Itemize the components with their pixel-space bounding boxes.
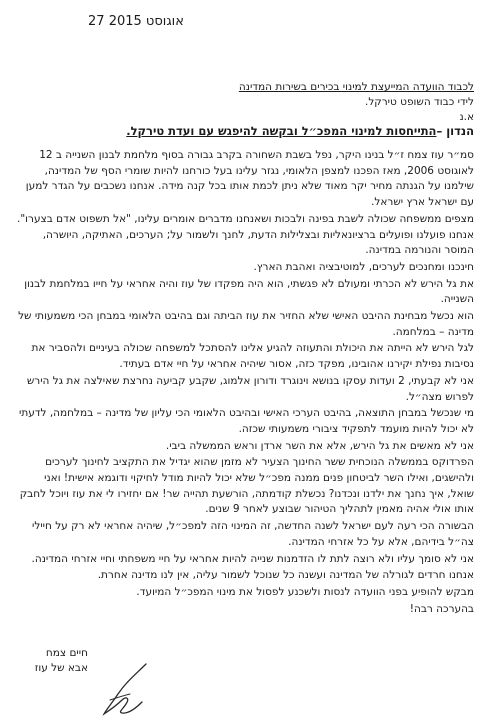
handwritten-signature xyxy=(96,660,154,718)
body-paragraph: חינכנו ומחנכים לערכים, למוטיבציה ואהבת הארץ. xyxy=(253,260,474,273)
signature-block xyxy=(8,646,88,676)
body-paragraph: אנחנו חרדים לגורלה של המדינה ועשנה כל שנוכל לשמור עליה, אין לנו מדינה אחרת. xyxy=(97,569,474,582)
body-paragraph: הוא נכשל מבחינת ההיבט האישי שלא החזיר את עוז הביתה וגם בהיבט הלאומי במבחן הכי משמעותי של מדינה – במלחמה. xyxy=(18,310,474,338)
letter-body xyxy=(16,148,474,618)
closing-line: בהערכה רבה! xyxy=(409,602,474,615)
subject-line xyxy=(34,124,474,138)
body-paragraph: לגל הירש לא הייתה את היכולת והתעוזה להגיע אלינו להסתכל למשפחה שכולה בעיניים ולהסביר את נסיבות נפילת יקירנו אהובינו, מפקד כזה, אסור שיהיה אחראי על חיי אדם בעתיד. xyxy=(31,342,474,371)
recipient-block xyxy=(34,80,474,125)
body-paragraph: מצפים ממשפחה שכולה לשבת בפינה ולבכות ושאנחנו מדברים אומרים עלינו, "אל תשפוט אדם בצערו". אנחנו פועלנו ופועלים ברציונאליות ובצלילות הדעת, לחנך ולשמור על; הערכים, האתיקה, היושרה, המוסר והנורמה במדינה. xyxy=(16,212,474,257)
date-gregorian: 27 אוגוסט 2015 xyxy=(88,14,184,29)
body-paragraph: הבשורה הכי רעה לעם ישראל לשנה החדשה, זה המינוי הזה למפכ״ל, שיהיה אחראי לא רק על חיילי צה״ל בידיהם, אלא על כל אזרחי המדינה. xyxy=(32,520,474,548)
recipient-line: לכבוד הוועדה המייעצת למינוי בכירים בשירות המדינה xyxy=(238,81,474,93)
signer-name: חיים צמח xyxy=(45,647,88,659)
body-paragraph: מי שנכשל במבחן התוצאה, בהיבט הערכי האישי ובהיבט הלאומי הכי עליון של מדינה – במלחמה, לדעתי לא יכול להיות מועמד לתפקיד ציבורי משמעותי שכזה. xyxy=(18,407,474,435)
body-paragraph: את גל הירש לא הכרתי ומעולם לא פגשתי, הוא היה מפקדו של עוז והיה אחראי על חייו במלחמת לבנון השנייה. xyxy=(24,277,474,306)
signer-role: אבא של עוז xyxy=(34,662,88,674)
subject-text: התייחסות למינוי המפכ״ל ובקשה להיפגש עם ועדת טירקל. xyxy=(126,124,437,138)
body-paragraph: הפרדוקס בממשלה הנוכחית ששר החינוך הצעיר לא מזמן שהוא יגדיל את התקציב לחינוך לערכים ולהישגים, ואילו השר לביטחון פנים ממנה מפכ״ל שלא יכול להיות מודל לחיקוי ודוגמא אישית! ואני שואל, איך נחנך את ילדנו ונכדנו? נכשלת קודמתה, הורשעת תהייה שר! אם יחזירו לי את עוז ויוכל לחבק אותו אולי אהיה מאמין לתהליך הטיהור שבוצע לאחר 9 שנים. xyxy=(19,456,474,516)
body-paragraph: מבקש להופיע בפני הוועדה לנסות ולשכנע לפסול את מינוי המפכ״ל המיועד. xyxy=(136,585,474,598)
body-paragraph: אני לא קבעתי, 2 ועדות עסקו בנושא וינוגרד ודורון אלמוג, שקבע קביעה נחרצת שאילצה את גל הירש לפרוש מצה״ל. xyxy=(26,374,474,403)
body-paragraph: אני לא סומך עליו ולא רוצה לתת לו הזדמנות שנייה להיות אחראי על חיי משפחתי וחיי אזרחי המדינה. xyxy=(31,552,474,565)
body-paragraph: סמ״ר עוז צמח ז״ל בנינו היקר, נפל בשבת השחורה בקרב גבורה בסוף מלחמת לבנון השנייה ב 12 לאוגוסט 2006, מאז הפכנו למצפן הלאומי, נגזר עלינו בעל כורחנו להיות שומרי הסף של המדינה, שילמנו על הגנתה מחיר יקר מאוד שלא ניתן לכמת אותו בכל קנה מידה. אנחנו נשכבים על הגדר למען עם ישראל ארץ ישראל. xyxy=(25,149,474,209)
date-hebrew xyxy=(0,42,50,55)
subject-label: הנדון – xyxy=(436,124,474,138)
greeting: א.נ xyxy=(459,111,474,123)
body-paragraph: אני לא מאשים את גל הירש, אלא את השר ארדן וראש הממשלה ביבי. xyxy=(165,439,474,452)
attention-line: לידי כבוד השופט טירקל. xyxy=(365,96,474,108)
